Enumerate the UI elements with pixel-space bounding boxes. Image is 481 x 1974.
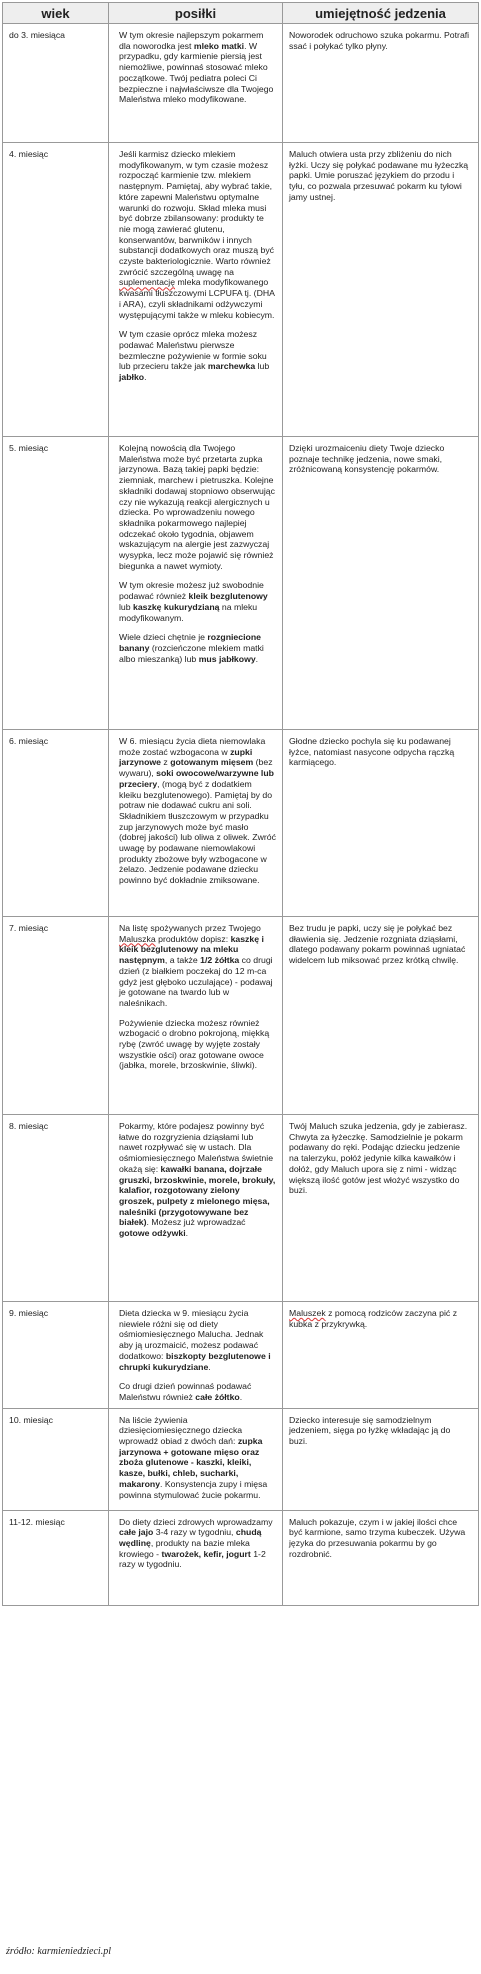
- text-run: Dziecko interesuje się samodzielnym jedzeniem, sięga po łyżkę wkładając ją do buzi.: [289, 1414, 451, 1447]
- paragraph: [119, 736, 276, 886]
- bold-text: zupki jarzynowe: [119, 746, 253, 768]
- text-run: Kolejną nowością dla Twojego Maleństwa może być przetarta zupka jarzynowa. Bazą takiej papki będzie: ziemniak, marchew i pietruszka. Kolejne składniki dodawaj stopniowo obserwując czy nie wykazują reakcji alergicznych u dziecka. Po wprowadzeniu nowego składnika pokarmowego najlepiej odczekać około tygodnia, objawem wskazującym na alergie jest zazwyczaj wysypka, lecz może pojawić się również biegunka a nawet wymioty.: [119, 443, 275, 571]
- spellcheck-flagged-text: suplementację: [119, 277, 176, 288]
- header-age: wiek: [3, 3, 109, 24]
- meals-cell: [109, 1510, 283, 1605]
- paragraph-gap: [119, 320, 276, 329]
- table-row: [3, 917, 479, 1115]
- header-meals: posiłki: [109, 3, 283, 24]
- paragraph: [289, 1121, 470, 1196]
- paragraph: [289, 1517, 470, 1560]
- bold-text: mus jabłkowy: [198, 653, 256, 664]
- text-run: z: [161, 757, 171, 768]
- table-row: [3, 437, 479, 730]
- paragraph-gap: [119, 1372, 276, 1381]
- text-run: Bez trudu je papki, uczy się je połykać bez dławienia się. Jedzenie rozgniata dziąsłami, dlatego podawany pokarm powinnaś ugniatać widelcem lub miksować przez krótką chwilę.: [289, 923, 466, 966]
- paragraph: [119, 1121, 276, 1239]
- meals-cell: [109, 1408, 283, 1510]
- bold-text: chudą wędlinę: [119, 1527, 262, 1549]
- text-run: lub: [119, 601, 134, 612]
- meals-cell: [109, 24, 283, 143]
- paragraph: [119, 443, 276, 571]
- paragraph: [119, 329, 276, 383]
- age-cell: 4. miesiąc: [3, 143, 109, 437]
- eating-skill-cell: [283, 1115, 479, 1302]
- paragraph: [119, 632, 276, 664]
- text-run: 3-4 razy w tygodniu,: [153, 1527, 236, 1538]
- paragraph: [289, 1308, 470, 1329]
- paragraph: [119, 1381, 276, 1402]
- paragraph: [119, 1018, 276, 1072]
- text-run: W tym okresie najlepszym pokarmem dla noworodka jest: [119, 30, 264, 51]
- text-run: W tym czasie oprócz mleka możesz podawać Maleństwu pierwsze bezmleczne pożywienie w formie soku lub przecieru także jak: [119, 329, 267, 372]
- text-run: Dzięki urozmaiceniu diety Twoje dziecko poznaje technikę jedzenia, nowe smaki, zróżnicowaną konsystencję pokarmów.: [289, 443, 445, 475]
- eating-skill-cell: [283, 730, 479, 917]
- table-row: [3, 143, 479, 437]
- table-header: [3, 3, 479, 24]
- eating-skill-cell: [283, 1408, 479, 1510]
- bold-text: jabłko: [119, 372, 145, 383]
- table-row: [3, 730, 479, 917]
- age-cell: 9. miesiąc: [3, 1302, 109, 1409]
- bold-text: twarożek, kefir, jogurt: [161, 1548, 251, 1559]
- bold-text: zupka jarzynowa + gotowane mięso oraz zboża glutenowe - kaszki, kleiki, kasze, bułki, chleb, sucharki, makarony: [119, 1436, 263, 1489]
- text-run: Wiele dzieci chętnie je: [119, 632, 208, 643]
- bold-text: 1/2 żółtka: [200, 955, 240, 966]
- paragraph: [289, 149, 470, 203]
- bold-text: soki owocowe/warzywne lub przeciery: [119, 768, 274, 789]
- bold-text: kawałki banana, dojrzałe gruszki, brzoskwinie, morele, brokuły, kalafior, rozgotowany zielony groszek, pulpety z mielonego mięsa, naleśniki (przygotowywane bez białek): [119, 1163, 276, 1228]
- paragraph: [119, 1517, 276, 1571]
- text-run: Na liście żywienia dziesięciomiesięcznego dziecka wprowadź obiad z dwóch dań:: [119, 1414, 243, 1447]
- text-run: na mleku modyfikowanym.: [119, 601, 258, 623]
- table-row: [3, 1408, 479, 1510]
- text-run: Pokarmy, które podajesz powinny być łatwe do rozgryzienia dziąsłami lub nawet rozpływać się w ustach. Dla ośmiomiesięcznego Maleństwa świetnie okażą się:: [119, 1121, 274, 1174]
- spellcheck-flagged-text: Maluszka: [119, 933, 156, 944]
- text-run: .: [255, 653, 259, 664]
- paragraph: [119, 580, 276, 623]
- text-run: .: [208, 1361, 211, 1372]
- nutrition-table: [2, 2, 479, 1606]
- age-cell: 5. miesiąc: [3, 437, 109, 730]
- text-run: .: [239, 1391, 243, 1402]
- text-run: . W przypadku, gdy karmienie piersią jest niemożliwe, powinnaś stosować mleko początkowe. Twój pediatra poleci Ci bezpieczne i najwłaściwsze dla Twojego Maleństwa mleko modyfikowane.: [119, 40, 274, 105]
- meals-cell: [109, 143, 283, 437]
- paragraph: [289, 443, 470, 475]
- eating-skill-cell: [283, 24, 479, 143]
- bold-text: rozgniecione banany: [119, 632, 261, 653]
- text-run: Twój Maluch szuka jedzenia, gdy je zabierasz. Chwyta za łyżeczkę. Samodzielnie je pokarm podawany do ręki. Podając dziecku jedzenie na talerzyku, połóż jedynie kilka kawałków i dołóż, gdy Maluch upora się z nimi - widząc większą ilość gotów jest włożyć wszystko do buzi.: [289, 1121, 468, 1196]
- text-run: lub: [255, 361, 270, 372]
- text-run: Dieta dziecka w 9. miesiącu życia niewiele różni się od diety ośmiomiesięcznego Malucha. Jednak aby ją urozmaicić, możesz podawać dodatkowo:: [119, 1308, 264, 1361]
- text-run: W tym okresie możesz już swobodnie podawać również: [119, 580, 264, 602]
- text-run: Pożywienie dziecka możesz również wzbogacić o drobno pokrojoną, miękką rybę (zwróć uwagę by wyjęte zostały wszystkie ości) oraz gotowane owoce (jabłka, morele, brzoskwinie, śliwki).: [119, 1017, 270, 1071]
- paragraph-gap: [119, 571, 276, 580]
- text-run: z pomocą rodziców zaczyna pić z kubka z przykrywką.: [289, 1308, 458, 1329]
- text-run: Noworodek odruchowo szuka pokarmu. Potrafi ssać i połykać tylko płyny.: [289, 30, 470, 51]
- spellcheck-flagged-text: Maluszek: [289, 1308, 326, 1318]
- bold-text: kaszkę i kleik bezglutenowy na mleku następnym: [119, 933, 264, 966]
- text-run: Maluch pokazuje, czym i w jakiej ilości chce być karmione, samo trzyma kubeczek. Używa języka do przesuwania pokarmu by go rozdrobnić.: [289, 1516, 466, 1559]
- bold-text: marchewka: [207, 361, 256, 372]
- age-cell: 10. miesiąc: [3, 1408, 109, 1510]
- paragraph: [119, 1415, 276, 1501]
- age-cell: 7. miesiąc: [3, 917, 109, 1115]
- text-run: , produkty na bazie mleka krowiego -: [119, 1538, 250, 1559]
- text-run: Głodne dziecko pochyla się ku podawanej łyżce, natomiast nasycone odpycha rączką karmiącego.: [289, 736, 455, 768]
- paragraph: [289, 736, 470, 768]
- meals-cell: [109, 1115, 283, 1302]
- header-row: [3, 3, 479, 24]
- age-cell: 6. miesiąc: [3, 730, 109, 917]
- meals-cell: [109, 1302, 283, 1409]
- eating-skill-cell: [283, 917, 479, 1115]
- text-run: .: [185, 1228, 189, 1239]
- age-cell: 11-12. miesiąc: [3, 1510, 109, 1605]
- paragraph-gap: [119, 1009, 276, 1018]
- age-cell: do 3. miesiąca: [3, 24, 109, 143]
- text-run: mleka modyfikowanego kwasami tłuszczowymi LCPUFA tj. (DHA i ARA), czyli składnikami odżywczymi występującymi także w mleku kobiecym.: [119, 277, 275, 320]
- bold-text: kaszkę kukurydzianą: [133, 601, 220, 612]
- text-run: 1-2 razy w tygodniu.: [119, 1548, 266, 1570]
- meals-cell: [109, 730, 283, 917]
- table-row: [3, 1115, 479, 1302]
- eating-skill-cell: [283, 1302, 479, 1409]
- bold-text: całe jajo: [119, 1527, 154, 1538]
- bold-text: kleik bezglutenowy: [188, 591, 268, 602]
- paragraph: [289, 923, 470, 966]
- paragraph: [289, 1415, 470, 1447]
- text-run: . Konsystencja zupy i mięsa powinna stymulować żucie pokarmu.: [119, 1478, 268, 1500]
- text-run: Do diety dzieci zdrowych wprowadzamy: [119, 1516, 273, 1527]
- text-run: (rozcieńczone mlekiem matki albo mieszanką) lub: [119, 642, 264, 664]
- paragraph: [289, 30, 470, 51]
- paragraph: [119, 1308, 276, 1372]
- text-run: co drugi dzień (z białkiem poczekaj do 12 m-ca gdyż jest głęboko uczulające) - podawaj je gotowane na twardo lub w naleśnikach.: [119, 955, 273, 1008]
- age-cell: 8. miesiąc: [3, 1115, 109, 1302]
- table-row: [3, 1302, 479, 1409]
- meals-cell: [109, 437, 283, 730]
- text-run: , a także: [164, 955, 201, 966]
- eating-skill-cell: [283, 143, 479, 437]
- source-note: źródło: karmieniedzieci.pl: [6, 1946, 111, 1957]
- text-run: , (mogą być z dodatkiem kleiku bezglutenowego). Pamiętaj by do potraw nie dodawać cukru ani soli. Składnikiem tłuszczowym w przypadku zup jarzynowych może być masło (dobrej jakości) lub oliwa z oliwek. Zwróć uwagę by podawane niemowlakowi produkty zbożowe były wzbogacone w żelazo. Jedzenie podawane dziecku powinno być dokładnie zmiksowane.: [119, 778, 276, 886]
- text-run: W 6. miesiącu życia dieta niemowlaka może zostać wzbogacona w: [119, 736, 266, 757]
- table-body: [3, 24, 479, 1606]
- text-run: Co drugi dzień powinnaś podawać Maleństwu również: [119, 1381, 252, 1402]
- bold-text: całe żółtko: [195, 1391, 240, 1402]
- table-row: [3, 1510, 479, 1605]
- header-eating-skill: umiejętność jedzenia: [283, 3, 479, 24]
- paragraph: [119, 149, 276, 320]
- eating-skill-cell: [283, 1510, 479, 1605]
- text-run: .: [144, 372, 147, 383]
- paragraph-gap: [119, 623, 276, 632]
- eating-skill-cell: [283, 437, 479, 730]
- bold-text: mleko matki: [193, 40, 245, 51]
- bold-text: biszkopty bezglutenowe i chrupki kukurydziane: [119, 1350, 271, 1372]
- text-run: . Możesz już wprowadzać: [146, 1217, 246, 1228]
- text-run: (bez wywaru),: [119, 757, 273, 779]
- bold-text: gotowe odżywki: [119, 1228, 186, 1239]
- text-run: Na listę spożywanych przez Twojego: [119, 923, 261, 933]
- paragraph: [119, 923, 276, 1009]
- text-run: Maluch otwiera usta przy zbliżeniu do nich łyżki. Uczy się połykać podawane mu łyżeczką papki. Umie poruszać językiem do przodu i tyłu, co pozwala przesuwać pokarm ku tyłowi jamy ustnej.: [289, 149, 469, 202]
- paragraph: [119, 30, 276, 105]
- text-run: produktów dopisz:: [155, 933, 231, 944]
- table-row: [3, 24, 479, 143]
- bold-text: gotowanym mięsem: [170, 757, 254, 768]
- text-run: Jeśli karmisz dziecko mlekiem modyfikowanym, w tym czasie możesz rozpocząć karmienie tzw. mlekiem następnym. Pamiętaj, aby wybrać takie, które zapewni Maleństwu optymalne warunki do rozwoju. Skład mleka musi być dobrze zbilansowany: produkty te nie mogą zawierać glutenu, konserwantów, barwników i innych substancji dodatkowych oraz muszą być czyste bakteriologicznie. Warto również zwrócić szczególną uwagę na: [119, 149, 275, 277]
- meals-cell: [109, 917, 283, 1115]
